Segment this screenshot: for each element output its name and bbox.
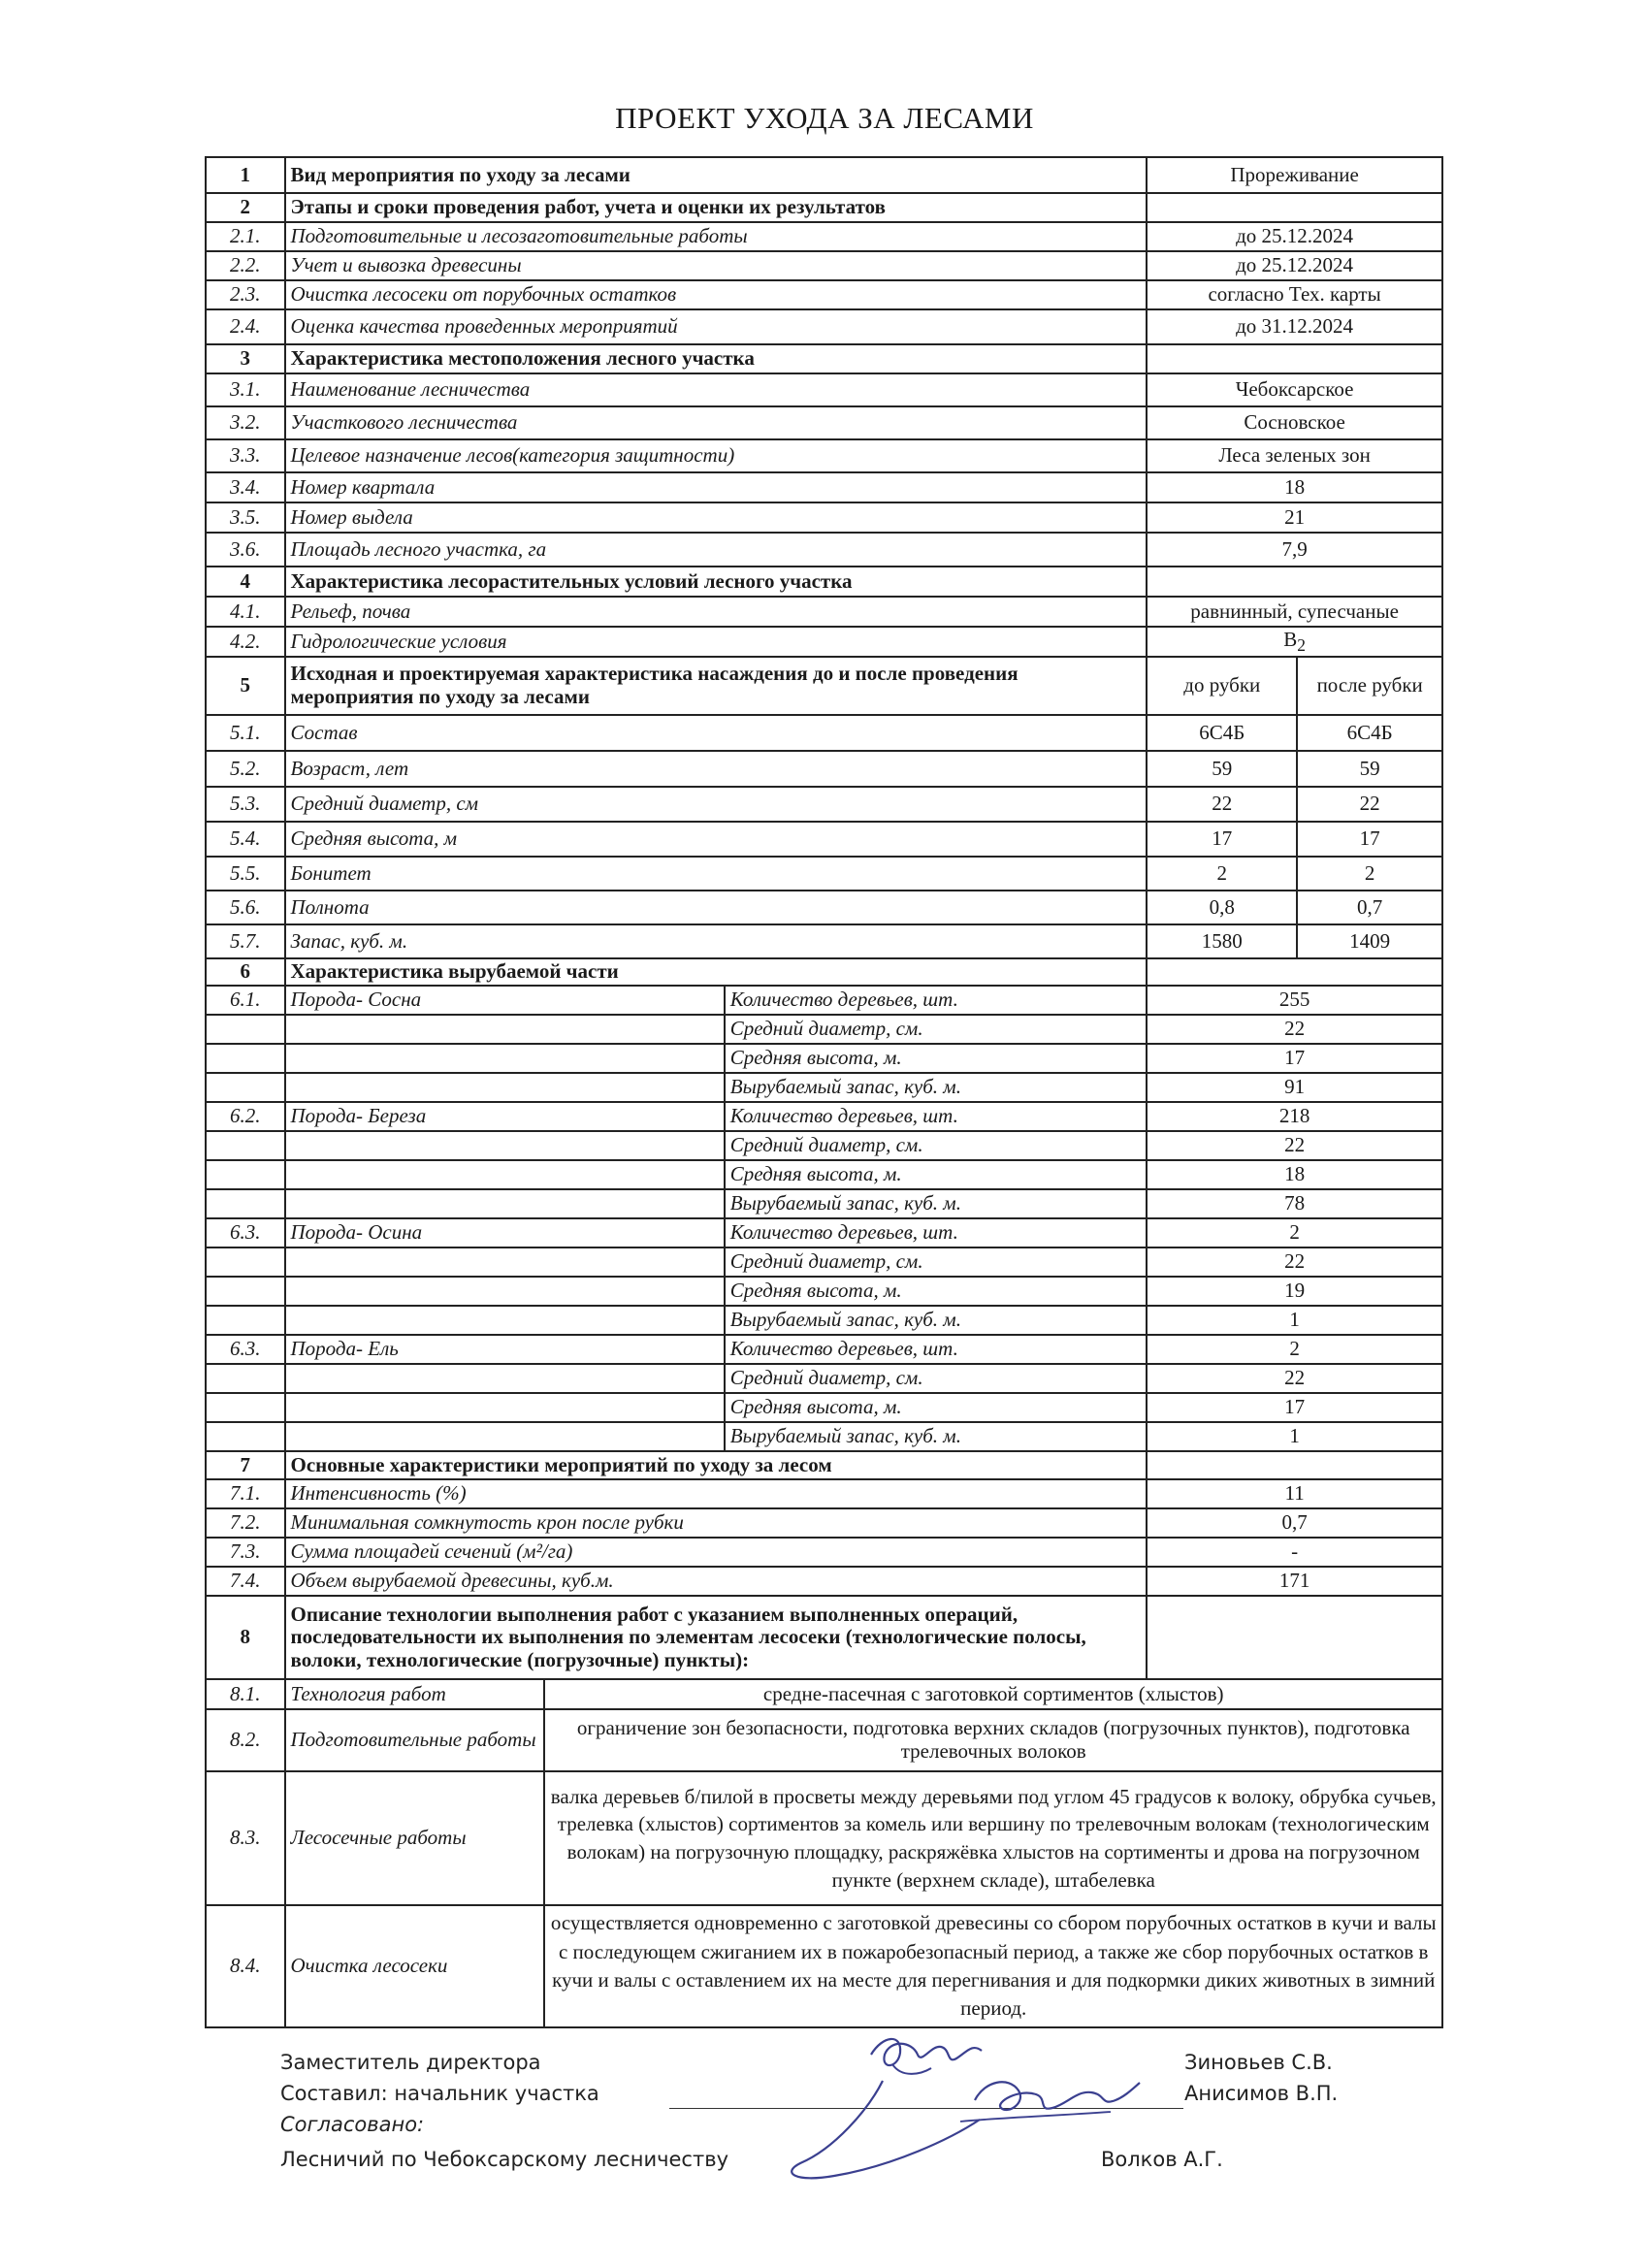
table-row	[206, 597, 1442, 627]
row-value: Чебоксарское	[1147, 373, 1442, 406]
value-before: 0,8	[1147, 891, 1297, 924]
row-number	[206, 1393, 285, 1422]
row-number: 4.2.	[206, 627, 285, 657]
row-number: 8.1.	[206, 1679, 285, 1709]
row-label: Средняя высота, м	[285, 822, 1148, 857]
table-row	[206, 280, 1442, 309]
row-label: Запас, куб. м.	[285, 924, 1148, 958]
row-number: 2.2.	[206, 251, 285, 280]
species-metric-label: Средний диаметр, см.	[725, 1364, 1147, 1393]
row-label: Интенсивность (%)	[285, 1479, 1148, 1508]
row-number: 5.7.	[206, 924, 285, 958]
row-value: 18	[1147, 472, 1442, 502]
species-metric-label: Средняя высота, м.	[725, 1044, 1147, 1073]
row-label: Вид мероприятия по уходу за лесами	[285, 157, 1148, 193]
species-metric-label: Средний диаметр, см.	[725, 1131, 1147, 1160]
row-number: 3	[206, 344, 285, 373]
row-number	[206, 1131, 285, 1160]
row-number: 3.4.	[206, 472, 285, 502]
row-number: 7.3.	[206, 1538, 285, 1567]
species-row	[206, 1364, 1442, 1393]
row-number	[206, 1422, 285, 1451]
species-row	[206, 1335, 1442, 1364]
row-value	[1147, 193, 1442, 222]
value-before: 1580	[1147, 924, 1297, 958]
table-row	[206, 251, 1442, 280]
table-row	[206, 715, 1442, 751]
species-metric-value: 2	[1147, 1218, 1442, 1247]
row-label: Технология работ	[285, 1679, 545, 1709]
species-metric-value: 91	[1147, 1073, 1442, 1102]
species-row	[206, 1160, 1442, 1189]
species-row	[206, 1102, 1442, 1131]
species-name	[285, 1364, 725, 1393]
row-value	[1147, 567, 1442, 597]
row-value: осуществляется одновременно с заготовкой древесины со сбором порубочных остатков в кучи и валы с последующем сжиганием их в пожаробезопасный период, а также же сбор порубочных остатков в кучи и валы с оставлением их на месте для перегнивания и для подкормки диких животных в зимний период.	[544, 1905, 1442, 2027]
row-number: 6.1.	[206, 986, 285, 1015]
row-number: 6.2.	[206, 1102, 285, 1131]
row-value: Сосновское	[1147, 406, 1442, 439]
row-value	[1147, 344, 1442, 373]
species-name	[285, 1131, 725, 1160]
table-row	[206, 924, 1442, 958]
species-name: Порода- Ель	[285, 1335, 725, 1364]
species-metric-value: 22	[1147, 1131, 1442, 1160]
species-metric-value: 218	[1147, 1102, 1442, 1131]
row-number	[206, 1247, 285, 1277]
row-number: 2.4.	[206, 309, 285, 344]
row-value: согласно Тех. карты	[1147, 280, 1442, 309]
row-number: 2	[206, 193, 285, 222]
species-row	[206, 1015, 1442, 1044]
value-after: 2	[1297, 857, 1442, 891]
section-header-row	[206, 567, 1442, 597]
row-value	[1147, 627, 1442, 657]
species-metric-label: Вырубаемый запас, куб. м.	[725, 1189, 1147, 1218]
species-metric-label: Средний диаметр, см.	[725, 1015, 1147, 1044]
column-header-after: после рубки	[1297, 657, 1442, 715]
species-metric-value: 18	[1147, 1160, 1442, 1189]
table-row	[206, 309, 1442, 344]
row-value: равнинный, супесчаные	[1147, 597, 1442, 627]
row-number: 4.1.	[206, 597, 285, 627]
row-number: 8.2.	[206, 1709, 285, 1771]
row-label: Подготовительные работы	[285, 1709, 545, 1771]
row-number: 7.1.	[206, 1479, 285, 1508]
row-number: 2.1.	[206, 222, 285, 251]
value-before: 59	[1147, 751, 1297, 787]
row-label: Учет и вывозка древесины	[285, 251, 1148, 280]
species-name	[285, 1247, 725, 1277]
row-number: 8	[206, 1596, 285, 1679]
row-number: 7.2.	[206, 1508, 285, 1538]
row-number: 4	[206, 567, 285, 597]
species-metric-value: 2	[1147, 1335, 1442, 1364]
value-after: 1409	[1297, 924, 1442, 958]
table-row	[206, 406, 1442, 439]
row-value: до 25.12.2024	[1147, 251, 1442, 280]
hydro-class: В	[1283, 627, 1298, 651]
species-metric-value: 22	[1147, 1015, 1442, 1044]
table-row	[206, 222, 1442, 251]
row-number: 3.1.	[206, 373, 285, 406]
row-label: Описание технологии выполнения работ с указанием выполненных операций, последовательности их выполнения по элементам лесосеки (технологические полосы, волоки, технологические (погрузочные) пункты):	[285, 1596, 1148, 1679]
species-section	[206, 986, 1442, 1451]
row-value	[1147, 958, 1442, 986]
row-label: Этапы и сроки проведения работ, учета и оценки их результатов	[285, 193, 1148, 222]
value-after: 17	[1297, 822, 1442, 857]
row-value: до 31.12.2024	[1147, 309, 1442, 344]
row-label: Очистка лесосеки	[285, 1905, 545, 2027]
row-label: Объем вырубаемой древесины, куб.м.	[285, 1567, 1148, 1596]
row-label: Полнота	[285, 891, 1148, 924]
row-value: ограничение зон безопасности, подготовка верхних складов (погрузочных пунктов), подготовка трелевочных волоков	[544, 1709, 1442, 1771]
agreed-label: Согласовано:	[280, 2113, 425, 2136]
species-metric-label: Средняя высота, м.	[725, 1393, 1147, 1422]
species-metric-value: 22	[1147, 1364, 1442, 1393]
table-row	[206, 1567, 1442, 1596]
row-number	[206, 1015, 285, 1044]
row-number: 5.4.	[206, 822, 285, 857]
species-name	[285, 1015, 725, 1044]
row-number: 7.4.	[206, 1567, 285, 1596]
row-label: Наименование лесничества	[285, 373, 1148, 406]
species-metric-value: 78	[1147, 1189, 1442, 1218]
row-value: 21	[1147, 502, 1442, 533]
row-number	[206, 1073, 285, 1102]
section-header-row	[206, 193, 1442, 222]
row-number: 2.3.	[206, 280, 285, 309]
section-header-row	[206, 657, 1442, 715]
species-name	[285, 1189, 725, 1218]
row-value: Леса зеленых зон	[1147, 439, 1442, 472]
compiled-by-label: Составил: начальник участка	[280, 2082, 599, 2105]
table-row	[206, 1709, 1442, 1771]
row-label: Средний диаметр, см	[285, 787, 1148, 822]
species-name	[285, 1393, 725, 1422]
row-label: Гидрологические условия	[285, 627, 1148, 657]
species-name: Порода- Береза	[285, 1102, 725, 1131]
species-row	[206, 1247, 1442, 1277]
row-number: 5.3.	[206, 787, 285, 822]
species-metric-label: Средняя высота, м.	[725, 1277, 1147, 1306]
species-row	[206, 1277, 1442, 1306]
species-metric-label: Количество деревьев, шт.	[725, 986, 1147, 1015]
table-row	[206, 157, 1442, 193]
row-number: 6.3.	[206, 1335, 285, 1364]
document-title: ПРОЕКТ УХОДА ЗА ЛЕСАМИ	[615, 101, 1034, 135]
row-value	[1147, 1451, 1442, 1479]
section-header-row	[206, 1451, 1442, 1479]
value-before: 6С4Б	[1147, 715, 1297, 751]
row-value: -	[1147, 1538, 1442, 1567]
row-number: 3.2.	[206, 406, 285, 439]
table-row	[206, 1679, 1442, 1709]
row-number: 5.1.	[206, 715, 285, 751]
row-label: Бонитет	[285, 857, 1148, 891]
species-metric-value: 1	[1147, 1422, 1442, 1451]
species-row	[206, 1073, 1442, 1102]
row-label: Сумма площадей сечений (м²/га)	[285, 1538, 1148, 1567]
row-number	[206, 1044, 285, 1073]
row-number: 5.2.	[206, 751, 285, 787]
table-row	[206, 373, 1442, 406]
row-number: 8.3.	[206, 1771, 285, 1905]
species-metric-label: Вырубаемый запас, куб. м.	[725, 1306, 1147, 1335]
compiler-signature-icon	[776, 2061, 1145, 2187]
row-label: Площадь лесного участка, га	[285, 533, 1148, 567]
row-label: Очистка лесосеки от порубочных остатков	[285, 280, 1148, 309]
row-label: Минимальная сомкнутость крон после рубки	[285, 1508, 1148, 1538]
forest-care-table	[205, 156, 1443, 2028]
table-row	[206, 472, 1442, 502]
row-label: Состав	[285, 715, 1148, 751]
table-row	[206, 1538, 1442, 1567]
row-label: Характеристика вырубаемой части	[285, 958, 1148, 986]
row-number	[206, 1364, 285, 1393]
species-name	[285, 1422, 725, 1451]
row-label: Оценка качества проведенных мероприятий	[285, 309, 1148, 344]
species-metric-value: 22	[1147, 1247, 1442, 1277]
row-number: 3.5.	[206, 502, 285, 533]
hydro-subscript: 2	[1297, 634, 1306, 655]
value-after: 6С4Б	[1297, 715, 1442, 751]
species-row	[206, 1393, 1442, 1422]
species-row	[206, 986, 1442, 1015]
table-row	[206, 1905, 1442, 2027]
row-number: 5	[206, 657, 285, 715]
row-label: Основные характеристики мероприятий по уходу за лесом	[285, 1451, 1148, 1479]
table-row	[206, 891, 1442, 924]
species-name	[285, 1306, 725, 1335]
value-before: 17	[1147, 822, 1297, 857]
row-number: 6.3.	[206, 1218, 285, 1247]
species-metric-value: 255	[1147, 986, 1442, 1015]
species-metric-value: 19	[1147, 1277, 1442, 1306]
species-name: Порода- Осина	[285, 1218, 725, 1247]
row-label: Номер выдела	[285, 502, 1148, 533]
section-header-row	[206, 958, 1442, 986]
row-value: до 25.12.2024	[1147, 222, 1442, 251]
row-number: 5.5.	[206, 857, 285, 891]
species-row	[206, 1422, 1442, 1451]
row-number	[206, 1277, 285, 1306]
deputy-director-name: Зиновьев С.В.	[1184, 2051, 1333, 2074]
species-row	[206, 1306, 1442, 1335]
row-number: 3.6.	[206, 533, 285, 567]
table-row	[206, 439, 1442, 472]
species-name: Порода- Сосна	[285, 986, 725, 1015]
row-number	[206, 1306, 285, 1335]
species-row	[206, 1131, 1442, 1160]
column-header-before: до рубки	[1147, 657, 1297, 715]
species-metric-label: Количество деревьев, шт.	[725, 1335, 1147, 1364]
row-number: 1	[206, 157, 285, 193]
row-number: 7	[206, 1451, 285, 1479]
value-before: 2	[1147, 857, 1297, 891]
value-after: 0,7	[1297, 891, 1442, 924]
row-label: Возраст, лет	[285, 751, 1148, 787]
row-value: средне-пасечная с заготовкой сортиментов (хлыстов)	[544, 1679, 1442, 1709]
table-row	[206, 822, 1442, 857]
row-number: 8.4.	[206, 1905, 285, 2027]
table-row	[206, 857, 1442, 891]
value-before: 22	[1147, 787, 1297, 822]
table-row	[206, 787, 1442, 822]
compiled-by-name: Анисимов В.П.	[1184, 2082, 1339, 2105]
species-metric-label: Вырубаемый запас, куб. м.	[725, 1422, 1147, 1451]
table-row	[206, 1479, 1442, 1508]
forester-label: Лесничий по Чебоксарскому лесничеству	[280, 2148, 729, 2171]
species-metric-label: Средний диаметр, см.	[725, 1247, 1147, 1277]
species-metric-label: Количество деревьев, шт.	[725, 1102, 1147, 1131]
species-metric-value: 17	[1147, 1393, 1442, 1422]
species-name	[285, 1160, 725, 1189]
row-value: 11	[1147, 1479, 1442, 1508]
section-header-row	[206, 1596, 1442, 1679]
value-after: 22	[1297, 787, 1442, 822]
row-label: Рельеф, почва	[285, 597, 1148, 627]
species-name	[285, 1044, 725, 1073]
row-value: валка деревьев б/пилой в просветы между деревьями под углом 45 градусов к волоку, обрубка сучьев, трелевка (хлыстов) сортиментов за комель или вершину по трелевочным волокам (технологическим волокам) на погрузочную площадку, раскряжёвка хлыстов на сортименты и дрова на погрузочном пункте (верхнем складе), штабелевка	[544, 1771, 1442, 1905]
table-row	[206, 502, 1442, 533]
species-row	[206, 1044, 1442, 1073]
species-metric-label: Количество деревьев, шт.	[725, 1218, 1147, 1247]
row-value: 7,9	[1147, 533, 1442, 567]
row-label: Характеристика местоположения лесного участка	[285, 344, 1148, 373]
species-metric-value: 1	[1147, 1306, 1442, 1335]
row-label: Подготовительные и лесозаготовительные работы	[285, 222, 1148, 251]
deputy-director-label: Заместитель директора	[280, 2051, 541, 2074]
species-name	[285, 1073, 725, 1102]
table-row	[206, 1508, 1442, 1538]
row-number: 5.6.	[206, 891, 285, 924]
row-value: Прореживание	[1147, 157, 1442, 193]
row-number: 3.3.	[206, 439, 285, 472]
row-value: 171	[1147, 1567, 1442, 1596]
table-row	[206, 533, 1442, 567]
species-metric-label: Вырубаемый запас, куб. м.	[725, 1073, 1147, 1102]
row-value: 0,7	[1147, 1508, 1442, 1538]
species-row	[206, 1189, 1442, 1218]
section-header-row	[206, 344, 1442, 373]
row-label: Номер квартала	[285, 472, 1148, 502]
row-label: Исходная и проектируемая характеристика насаждения до и после проведения мероприятия по уходу за лесами	[285, 657, 1148, 715]
table-row	[206, 751, 1442, 787]
value-after: 59	[1297, 751, 1442, 787]
row-number: 6	[206, 958, 285, 986]
species-metric-label: Средняя высота, м.	[725, 1160, 1147, 1189]
row-number	[206, 1189, 285, 1218]
row-label: Участкового лесничества	[285, 406, 1148, 439]
row-label: Лесосечные работы	[285, 1771, 545, 1905]
table-row	[206, 627, 1442, 657]
row-value	[1147, 1596, 1442, 1679]
row-number	[206, 1160, 285, 1189]
species-row	[206, 1218, 1442, 1247]
species-name	[285, 1277, 725, 1306]
table-row	[206, 1771, 1442, 1905]
row-label: Целевое назначение лесов(категория защитности)	[285, 439, 1148, 472]
forester-name: Волков А.Г.	[1101, 2148, 1223, 2171]
row-label: Характеристика лесорастительных условий лесного участка	[285, 567, 1148, 597]
species-metric-value: 17	[1147, 1044, 1442, 1073]
